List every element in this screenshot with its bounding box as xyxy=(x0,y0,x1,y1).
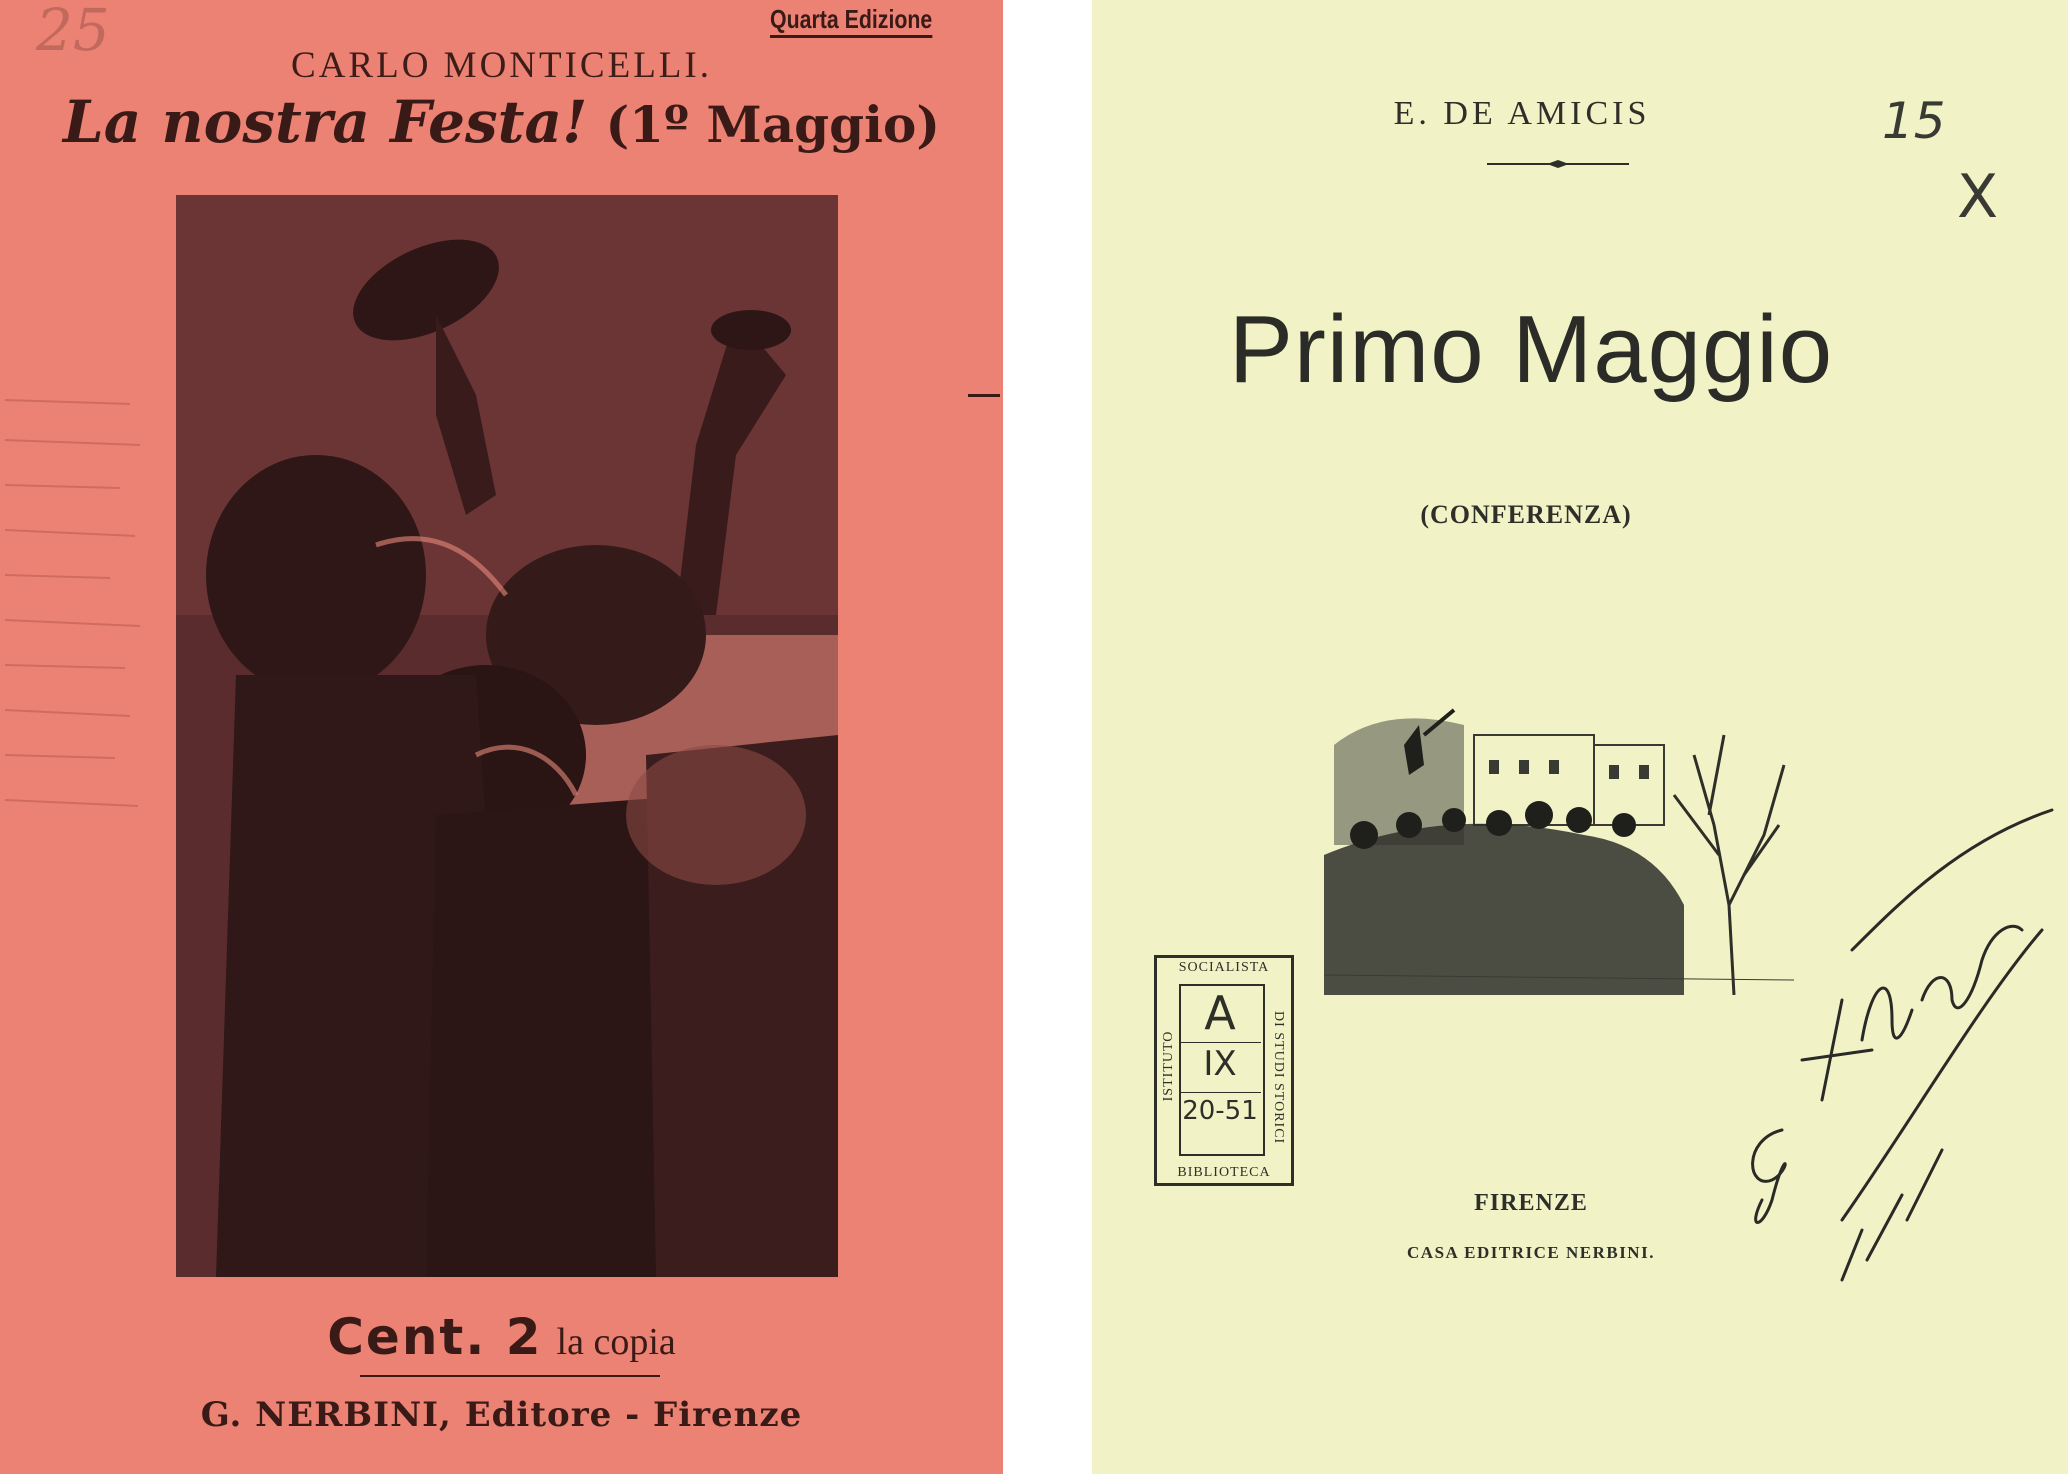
handwritten-signature xyxy=(1652,800,2068,1320)
stamp-divider xyxy=(1179,1042,1261,1043)
stamp-left: ISTITUTO xyxy=(1161,1030,1176,1102)
shelf-mark: 25 xyxy=(36,0,110,64)
crowd-illustration xyxy=(176,195,838,1277)
handwriting-bleed xyxy=(0,390,150,850)
subtitle-right: (CONFERENZA) xyxy=(1420,500,1632,529)
left-cover xyxy=(0,0,1003,1474)
cover-photo xyxy=(176,195,838,1277)
author-right: E. DE AMICIS xyxy=(1393,95,1651,132)
price-line xyxy=(0,1308,1003,1366)
divider-rule xyxy=(360,1375,660,1377)
title-suffix: (1º Maggio) xyxy=(605,95,941,154)
stamp-divider xyxy=(1179,1092,1261,1093)
title-main: La nostra Festa! xyxy=(62,88,588,156)
stamp-top: SOCIALISTA xyxy=(1178,960,1270,975)
price-tail: la copia xyxy=(556,1321,676,1363)
ornament-rule xyxy=(1487,160,1629,168)
author-left: CARLO MONTICELLI. xyxy=(291,45,712,86)
publisher-right: CASA EDITRICE NERBINI. xyxy=(1407,1243,1655,1262)
stamp-right: DI STUDI STORICI xyxy=(1271,1011,1286,1145)
library-stamp xyxy=(1154,955,1294,1186)
stamp-bottom: BIBLIOTECA xyxy=(1177,1165,1271,1180)
edition-label: Quarta Edizione xyxy=(770,4,932,38)
stamp-field-3: 20-51 xyxy=(1182,1096,1258,1126)
title-right: Primo Maggio xyxy=(1228,296,1834,403)
stamp-field-2: IX xyxy=(1203,1044,1237,1084)
publisher-left: G. NERBINI, Editore - Firenze xyxy=(200,1395,803,1435)
edge-mark xyxy=(968,394,1000,397)
pencil-mark: X xyxy=(1957,162,1999,232)
price-main: Cent. 2 xyxy=(327,1308,543,1366)
stamp-field-1: A xyxy=(1204,986,1236,1040)
city-right: FIRENZE xyxy=(1474,1190,1588,1216)
pencil-number: 15 xyxy=(1882,92,1946,150)
right-cover xyxy=(1092,0,2068,1474)
title-left xyxy=(0,88,1003,156)
